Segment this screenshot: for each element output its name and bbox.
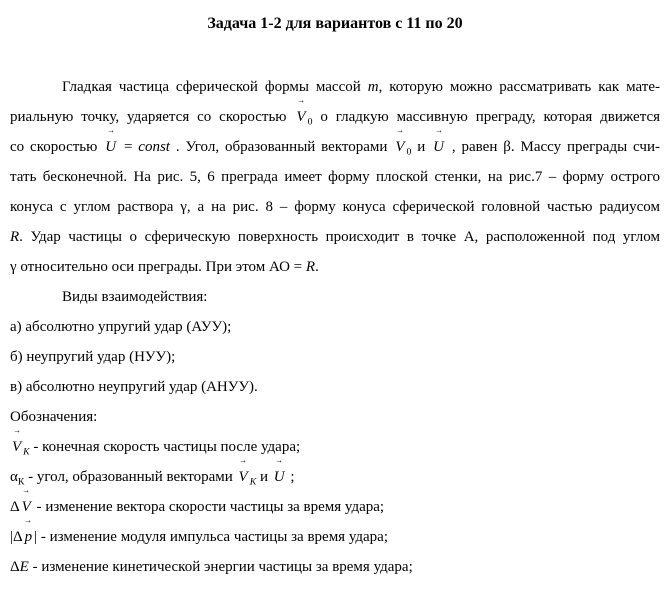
vector-symbol: → U bbox=[272, 462, 287, 492]
text-line bbox=[10, 552, 660, 582]
text-run: а) абсолютно упругий удар (АУУ); bbox=[10, 319, 232, 335]
text-run: |Δ bbox=[10, 529, 23, 545]
text-run: тать бесконечной. На рис. 5, 6 преграда имеет форму плоской стенки, на рис.7 – форму острого bbox=[10, 169, 660, 185]
text-run: Обозначения: bbox=[10, 409, 98, 425]
text-run: риальную точку, ударяется со скоростью bbox=[10, 109, 295, 125]
text-run: const bbox=[138, 139, 170, 155]
text-line bbox=[10, 492, 660, 522]
vector-symbol: → V bbox=[20, 492, 33, 522]
text-run: Виды взаимодействия: bbox=[62, 289, 208, 305]
text-run: | - изменение модуля импульса частицы за время удара; bbox=[34, 529, 389, 545]
vector-symbol: → V bbox=[393, 132, 406, 162]
text-line bbox=[10, 192, 660, 222]
text-run: в) абсолютно неупругий удар (АНУУ). bbox=[10, 379, 258, 395]
text-run: конуса с углом раствора γ, а на рис. 8 – форму конуса сферической головной частью радиусом bbox=[10, 199, 660, 215]
text-run: К bbox=[17, 476, 25, 488]
text-run: , которую можно рассматривать как мате- bbox=[378, 79, 660, 95]
text-line bbox=[10, 222, 660, 252]
text-run: . Удар частицы о сферическую поверхность происходит в точке А, расположенной под углом bbox=[19, 229, 660, 245]
text-run: К bbox=[249, 476, 257, 488]
text-run: о гладкую массивную преграду, которая движется bbox=[312, 109, 660, 125]
text-line bbox=[10, 312, 660, 342]
text-run: - конечная скорость частицы после удара; bbox=[29, 439, 301, 455]
text-run: ; bbox=[286, 469, 295, 485]
text-run: - изменение вектора скорости частицы за время удара; bbox=[32, 499, 385, 515]
vector-symbol: → V bbox=[237, 462, 250, 492]
text-line bbox=[10, 72, 660, 102]
text-line bbox=[10, 132, 660, 162]
text-run: α bbox=[10, 469, 18, 485]
text-line bbox=[10, 372, 660, 402]
text-line bbox=[10, 522, 660, 552]
text-run: . Угол, образованный векторами bbox=[169, 139, 394, 155]
text-run: и bbox=[411, 139, 432, 155]
text-run: - угол, образованный векторами bbox=[24, 469, 237, 485]
text-line bbox=[10, 402, 660, 432]
text-line bbox=[10, 162, 660, 192]
text-run: Δ bbox=[10, 499, 20, 515]
text-run: = bbox=[118, 139, 139, 155]
text-run: R bbox=[10, 229, 20, 245]
text-run: со скоростью bbox=[10, 139, 104, 155]
page-title: Задача 1-2 для вариантов с 11 по 20 bbox=[207, 15, 463, 32]
vector-symbol: → V bbox=[294, 102, 307, 132]
text-run: R bbox=[305, 259, 316, 275]
text-run: Δ bbox=[10, 559, 20, 575]
text-run: γ относительно оси преграды. При этом АО = bbox=[10, 259, 306, 275]
text-line bbox=[10, 462, 660, 492]
text-run: 0 bbox=[307, 116, 313, 128]
text-line bbox=[10, 432, 660, 462]
text-run: . bbox=[315, 259, 319, 275]
text-run: К bbox=[23, 446, 30, 458]
text-run: и bbox=[256, 469, 272, 485]
text-run: , равен β. Массу преграды счи- bbox=[446, 139, 660, 155]
text-line bbox=[10, 282, 660, 312]
text-line bbox=[10, 252, 660, 282]
text-run: Гладкая частица сферической формы массой bbox=[62, 79, 368, 95]
text-line bbox=[10, 342, 660, 372]
text-run: m bbox=[367, 79, 379, 95]
text-run: б) неупругий удар (НУУ); bbox=[10, 349, 176, 365]
vector-symbol: → p bbox=[23, 522, 35, 552]
text-run: 0 bbox=[406, 146, 412, 158]
vector-symbol: → V bbox=[10, 432, 23, 462]
text-run: E bbox=[19, 559, 29, 575]
vector-symbol: → U bbox=[431, 132, 446, 162]
text-run: - изменение кинетической энергии частицы за время удара; bbox=[28, 559, 413, 575]
vector-symbol: → U bbox=[103, 132, 118, 162]
document-body bbox=[10, 72, 660, 582]
